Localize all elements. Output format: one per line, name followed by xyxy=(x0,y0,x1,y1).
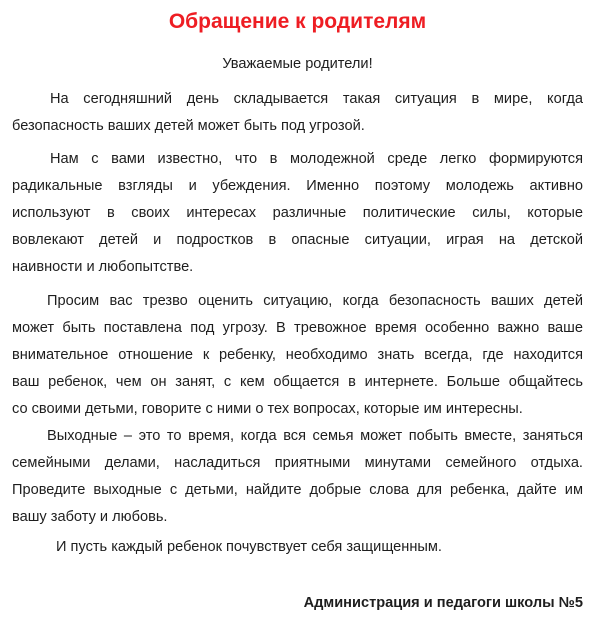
paragraph-line: Просим вас трезво оценить ситуацию, когда безопасность ваших детей xyxy=(47,293,583,309)
document-title: Обращение к родителям xyxy=(168,10,427,33)
paragraph-line: радикальные взгляды и убеждения. Именно поэтому молодежь активно xyxy=(12,178,583,194)
paragraph-line: со своими детьми, говорите с ними о тех вопросах, которые им интересны. xyxy=(12,401,523,417)
paragraph-line: внимательное отношение к ребенку, необходимо знать всегда, где находится xyxy=(12,347,583,363)
paragraph-line: безопасность ваших детей может быть под угрозой. xyxy=(12,118,365,134)
paragraph-line: семейными делами, насладиться приятными минутами семейного отдыха. xyxy=(12,455,583,471)
paragraph-4 xyxy=(12,423,583,531)
paragraph-line: Выходные – это то время, когда вся семья может побыть вместе, заняться xyxy=(47,428,583,444)
paragraph-line: Проведите выходные с детьми, найдите добрые слова для ребенка, дайте им xyxy=(12,482,583,498)
signature: Администрация и педагоги школы №5 xyxy=(303,595,583,611)
paragraph-line: На сегодняшний день складывается такая ситуация в мире, когда xyxy=(50,91,583,107)
paragraph-line: вовлекают детей и подростков в опасные ситуации, играя на детской xyxy=(12,232,583,248)
paragraph-line: И пусть каждый ребенок почувствует себя защищенным. xyxy=(56,539,442,555)
paragraph-3 xyxy=(12,288,583,423)
greeting: Уважаемые родители! xyxy=(222,56,373,72)
paragraph-line: вашу заботу и любовь. xyxy=(12,509,168,525)
paragraph-line: наивности и любопытстве. xyxy=(12,259,194,275)
paragraph-2 xyxy=(12,146,583,281)
document-page xyxy=(12,0,583,617)
paragraph-line: Нам с вами известно, что в молодежной среде легко формируются xyxy=(50,151,583,167)
paragraph-5 xyxy=(12,534,583,561)
paragraph-line: используют в своих интересах различные политические силы, которые xyxy=(12,205,583,221)
paragraph-line: ваш ребенок, чем он занят, с кем общается в интернете. Больше общайтесь xyxy=(12,374,583,390)
paragraph-line: может быть поставлена под угрозу. В тревожное время особенно важно ваше xyxy=(12,320,583,336)
paragraph-1 xyxy=(12,86,583,140)
